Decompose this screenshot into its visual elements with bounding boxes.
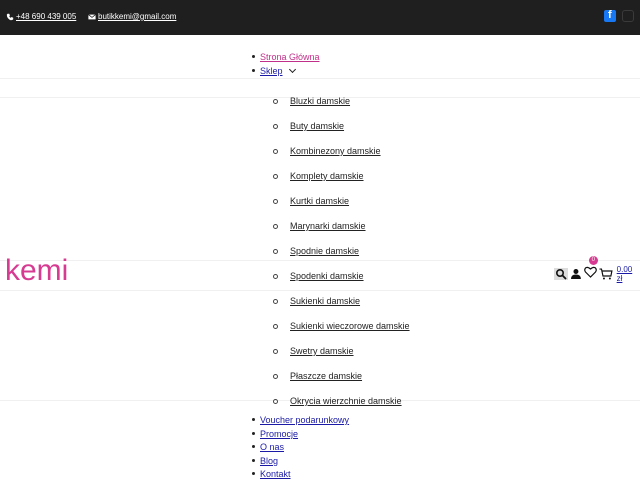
submenu-item [290, 296, 360, 306]
nav-item-about [260, 442, 284, 452]
email-link[interactable] [88, 12, 176, 21]
submenu-item [290, 196, 349, 206]
nav-link-voucher[interactable]: Voucher podarunkowy [260, 415, 350, 425]
phone-number[interactable]: +48 690 439 005 [16, 12, 77, 21]
wishlist-count-badge: 0 [589, 256, 598, 265]
nav-item-blog [260, 456, 278, 466]
search-button[interactable] [554, 268, 568, 280]
submenu-item [290, 396, 402, 406]
submenu-link[interactable]: Buty damskie [290, 121, 345, 131]
nav-item-home [260, 52, 320, 62]
submenu-link[interactable]: Kombinezony damskie [290, 146, 381, 156]
phone-link[interactable] [6, 12, 76, 21]
submenu-link[interactable]: Sukienki wieczorowe damskie [290, 321, 410, 331]
heart-icon [584, 266, 597, 278]
submenu-link[interactable]: Płaszcze damskie [290, 371, 363, 381]
submenu-item [290, 346, 354, 356]
submenu-link[interactable]: Spodenki damskie [290, 271, 364, 281]
submenu-link[interactable]: Sukienki damskie [290, 296, 361, 306]
submenu-item [290, 271, 364, 281]
envelope-icon [88, 13, 96, 21]
submenu-link[interactable]: Kurtki damskie [290, 196, 350, 206]
submenu-item [290, 221, 366, 231]
submenu-item [290, 96, 350, 106]
email-address[interactable]: butikkemi@gmail.com [98, 12, 177, 21]
divider [0, 260, 640, 261]
submenu-item [290, 171, 364, 181]
submenu-item [290, 371, 362, 381]
cart-icon[interactable] [599, 268, 613, 280]
nav-link-about[interactable]: O nas [260, 442, 285, 452]
submenu-link[interactable]: Spodnie damskie [290, 246, 360, 256]
nav-item-voucher [260, 415, 349, 425]
nav-link-home[interactable]: Strona Główna [260, 52, 320, 62]
nav-link-promotions[interactable]: Promocje [260, 429, 299, 439]
user-account-icon[interactable] [570, 268, 582, 280]
instagram-icon[interactable] [622, 10, 634, 22]
cart-total-link[interactable]: 0.00 zł [616, 265, 633, 283]
divider [0, 78, 640, 79]
submenu-link[interactable]: Komplety damskie [290, 171, 364, 181]
submenu-link[interactable]: Swetry damskie [290, 346, 354, 356]
submenu-item [290, 246, 359, 256]
submenu-link[interactable]: Okrycia wierzchnie damskie [290, 396, 402, 406]
submenu-link[interactable]: Marynarki damskie [290, 221, 366, 231]
phone-icon [6, 13, 14, 21]
site-logo[interactable]: kemi [5, 254, 69, 287]
nav-link-shop[interactable]: Sklep [260, 66, 283, 76]
nav-item-contact [260, 469, 291, 479]
nav-link-contact[interactable]: Kontakt [260, 469, 291, 479]
search-icon [555, 268, 567, 280]
top-bar [0, 0, 640, 35]
facebook-icon[interactable] [604, 10, 616, 22]
nav-link-blog[interactable]: Blog [260, 456, 279, 466]
submenu-item [290, 121, 344, 131]
social-links [604, 10, 634, 22]
header-actions [554, 257, 640, 283]
submenu-link[interactable]: Bluzki damskie [290, 96, 351, 106]
submenu-item [290, 321, 410, 331]
nav-item-promotions [260, 429, 298, 439]
nav-item-shop [260, 66, 295, 76]
chevron-down-icon[interactable] [288, 66, 295, 73]
wishlist-button[interactable] [584, 257, 597, 283]
divider [0, 290, 640, 291]
submenu-item [290, 146, 381, 156]
